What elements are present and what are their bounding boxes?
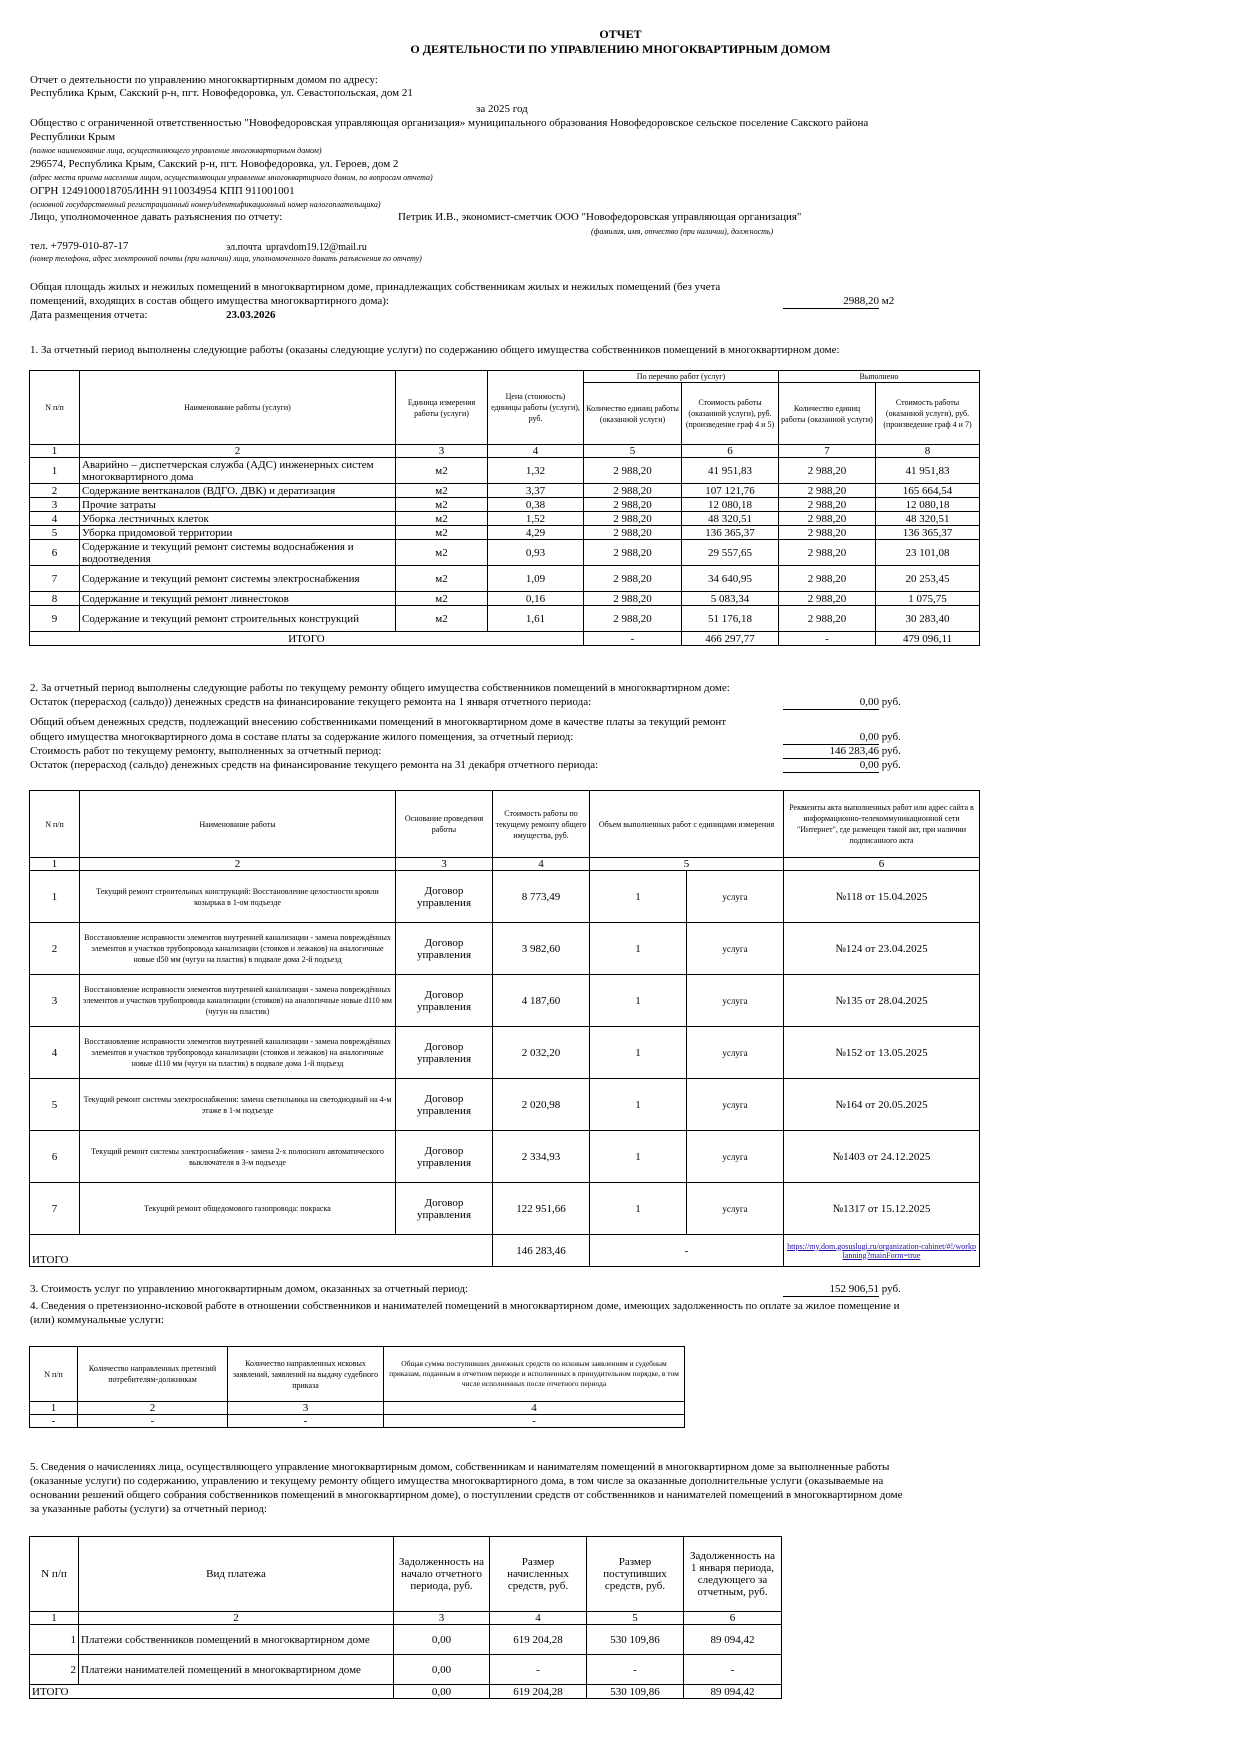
cell-number: 1 [30, 1625, 79, 1655]
cell-cost: 4 187,60 [493, 975, 590, 1027]
cell: 2 988,20 [584, 592, 682, 606]
total-cell: 530 109,86 [587, 1685, 684, 1699]
area-label-line1: Общая площадь жилых и нежилых помещений в многоквартирном доме, принадлежащих собственникам жилых и нежилых помещений (без учета [30, 281, 721, 293]
col-header: Стоимость работы по текущему ремонту общего имущества, руб. [493, 791, 590, 858]
cell-cost: 2 020,98 [493, 1079, 590, 1131]
cell: 0,00 [394, 1655, 490, 1685]
col-header: Стоимость работы (оказанной услуги), руб. (произведение граф 4 и 5) [682, 383, 779, 445]
cell: 20 253,45 [876, 566, 980, 592]
cell-number: 1 [30, 871, 80, 923]
cell-work-name: Содержание и текущий ремонт системы электроснабжения [80, 566, 396, 592]
cell-quantity: 1 [590, 1131, 687, 1183]
col-number: 4 [384, 1402, 685, 1415]
cell: 107 121,76 [682, 484, 779, 498]
cell-work-name: Восстановление исправности элементов внутренней канализации - замена повреждённых элементов и участков трубопровода канализации (стояков и лежаков) на аналогичные новые d50 мм (чугун на пластик) в подвале дома 2-й подъезд [80, 923, 396, 975]
cell-unit: услуга [687, 871, 784, 923]
cell-work-name: Уборка лестничных клеток [80, 512, 396, 526]
col-header: Единица измерения работы (услуги) [396, 371, 488, 445]
total-row [30, 632, 980, 646]
cell: 2 988,20 [584, 498, 682, 512]
col-number: 6 [784, 858, 980, 871]
col-header: Основание проведения работы [396, 791, 493, 858]
col-number: 1 [30, 1402, 78, 1415]
org-name-line2: Республики Крым [30, 131, 116, 143]
cell-number: 2 [30, 1655, 79, 1685]
cell: 2 988,20 [779, 592, 876, 606]
house-address: Республика Крым, Сакский р-н, пгт. Новофедоровка, ул. Севастопольская, дом 21 [30, 87, 413, 99]
cell: 2 988,20 [584, 458, 682, 484]
report-title: ОТЧЕТ [599, 27, 642, 41]
col-number: 5 [590, 858, 784, 871]
cell: 1 [30, 458, 80, 484]
area-value: 2988,20 [783, 295, 879, 309]
cell-quantity: 1 [590, 1079, 687, 1131]
cell: - [490, 1655, 587, 1685]
cell: 48 320,51 [682, 512, 779, 526]
cell-basis: Договор управления [396, 1079, 493, 1131]
balance-start-label: Остаток (перерасход (сальдо)) денежных средств на финансирование текущего ремонта на 1 января отчетного периода: [30, 696, 592, 708]
cell: 2 [30, 484, 80, 498]
col-header: Вид платежа [79, 1537, 394, 1612]
table-row [30, 458, 980, 484]
responsible-person-label: Лицо, уполномоченное давать разъяснения по отчету: [30, 211, 283, 223]
payments-table [29, 1536, 782, 1699]
contact-email[interactable]: upravdom19.12@mail.ru [266, 242, 367, 253]
table-row [30, 1183, 980, 1235]
cell-basis: Договор управления [396, 1131, 493, 1183]
section3-label: 3. Стоимость услуг по управлению многоквартирным домом, оказанных за отчетный период: [30, 1283, 469, 1295]
cell: 0,38 [488, 498, 584, 512]
section5-heading-line: (оказанные услуги) по содержанию, управлению и текущему ремонту общего имущества многоквартирного дома, в том числе за оказанные дополнительные услуги (оказываемые на [30, 1475, 884, 1487]
col-number: 2 [78, 1402, 228, 1415]
total-row [30, 1235, 980, 1267]
cell: 2 988,20 [779, 606, 876, 632]
org-ids-note: (основной государственный регистрационный номер/идентификационный номер налогоплательщика) [30, 200, 381, 209]
cell-cost: 122 951,66 [493, 1183, 590, 1235]
currency: руб. [881, 696, 901, 708]
cell-quantity: 1 [590, 923, 687, 975]
cell-payment-type: Платежи нанимателей помещений в многоквартирном доме [79, 1655, 394, 1685]
cell-work-name: Аварийно – диспетчерская служба (АДС) инженерных систем многоквартирного дома [80, 458, 396, 484]
cell-act: №124 от 23.04.2025 [784, 923, 980, 975]
volume-value: 0,00 [783, 731, 879, 745]
col-number-row [30, 858, 980, 871]
col-header: Наименование работы (услуги) [80, 371, 396, 445]
cell-work-name: Текущий ремонт строительных конструкций: Восстановление целостности кровли козырька в 1-ом подъезде [80, 871, 396, 923]
table-row [30, 1415, 685, 1428]
cell: - [30, 1415, 78, 1428]
cell: - [587, 1655, 684, 1685]
responsible-person: Петрик И.В., экономист-сметчик ООО "Новофедоровская управляющая организация" [398, 211, 802, 223]
cell-number: 7 [30, 1183, 80, 1235]
cell: 34 640,95 [682, 566, 779, 592]
table-row [30, 1625, 782, 1655]
currency: руб. [881, 759, 901, 771]
col-number: 8 [876, 445, 980, 458]
cell: 2 988,20 [584, 566, 682, 592]
cell-basis: Договор управления [396, 923, 493, 975]
group-header-planned: По перечню работ (услуг) [584, 371, 779, 383]
cell-cost: 2 334,93 [493, 1131, 590, 1183]
cell: - [228, 1415, 384, 1428]
cell: м2 [396, 606, 488, 632]
col-number: 2 [80, 858, 396, 871]
management-cost-value: 152 906,51 [783, 1283, 879, 1297]
cell: м2 [396, 566, 488, 592]
cell-basis: Договор управления [396, 1027, 493, 1079]
cell-act: №118 от 15.04.2025 [784, 871, 980, 923]
col-header: Количество направленных исковых заявлений, заявлений на выдачу судебного приказа [228, 1347, 384, 1402]
col-number-row [30, 1402, 685, 1415]
cell: 2 988,20 [584, 526, 682, 540]
publish-date-label: Дата размещения отчета: [30, 309, 148, 321]
cell: 51 176,18 [682, 606, 779, 632]
col-number: 3 [396, 445, 488, 458]
col-number: 3 [228, 1402, 384, 1415]
cell: 136 365,37 [876, 526, 980, 540]
cell-quantity: 1 [590, 975, 687, 1027]
total-cell: 466 297,77 [682, 632, 779, 646]
table-row [30, 1079, 980, 1131]
col-header: Размер начисленных средств, руб. [490, 1537, 587, 1612]
cell-number: 5 [30, 1079, 80, 1131]
cell-cost: 3 982,60 [493, 923, 590, 975]
col-header: Стоимость работы (оказанной услуги), руб. (произведение граф 4 и 7) [876, 383, 980, 445]
cell: 619 204,28 [490, 1625, 587, 1655]
balance-start-value: 0,00 [783, 696, 879, 710]
col-number: 4 [488, 445, 584, 458]
repair-cost-value: 146 283,46 [783, 745, 879, 759]
cell-quantity: 1 [590, 1183, 687, 1235]
table-row [30, 871, 980, 923]
cell-quantity: 1 [590, 871, 687, 923]
org-name-note: (полное наименование лица, осуществляющего управление многоквартирным домом) [30, 146, 322, 155]
cell: м2 [396, 512, 488, 526]
cell: 1,61 [488, 606, 584, 632]
cell: 1,52 [488, 512, 584, 526]
col-header: Количество направленных претензий потребителям-должникам [78, 1347, 228, 1402]
col-header: Количество единиц работы (оказанной услуги) [584, 383, 682, 445]
cell-work-name: Текущий ремонт общедомового газопровода: покраска [80, 1183, 396, 1235]
responsible-person-note: (фамилия, имя, отчество (при наличии), должность) [591, 227, 774, 236]
cell-work-name: Содержание вентканалов (ВДГО. ДВК) и дератизация [80, 484, 396, 498]
cell-act: №152 от 13.05.2025 [784, 1027, 980, 1079]
volume-label-line1: Общий объем денежных средств, подлежащий внесению собственниками помещений в многоквартирном доме в качестве платы за текущий ремонт [30, 716, 727, 728]
cell: 6 [30, 540, 80, 566]
cell: 136 365,37 [682, 526, 779, 540]
cell: 165 664,54 [876, 484, 980, 498]
cell-work-name: Уборка придомовой территории [80, 526, 396, 540]
col-number: 3 [396, 858, 493, 871]
cell: 530 109,86 [587, 1625, 684, 1655]
cell: 2 988,20 [779, 566, 876, 592]
col-number: 5 [587, 1612, 684, 1625]
table-row [30, 606, 980, 632]
contact-phone: тел. +7979-010-87-17 [30, 240, 129, 252]
cell-number: 2 [30, 923, 80, 975]
cell-number: 3 [30, 975, 80, 1027]
org-ids: ОГРН 1249100018705/ИНН 9110034954 КПП 911001001 [30, 185, 295, 197]
col-header: Задолженность на начало отчетного периода, руб. [394, 1537, 490, 1612]
table-row [30, 566, 980, 592]
total-cell: 89 094,42 [684, 1685, 782, 1699]
cell-unit: услуга [687, 1079, 784, 1131]
cell: 41 951,83 [682, 458, 779, 484]
table-row [30, 923, 980, 975]
col-header: Размер поступивших средств, руб. [587, 1537, 684, 1612]
report-subtitle: О ДЕЯТЕЛЬНОСТИ ПО УПРАВЛЕНИЮ МНОГОКВАРТИРНЫМ ДОМОМ [410, 42, 831, 56]
cell: 2 988,20 [584, 540, 682, 566]
cell: 48 320,51 [876, 512, 980, 526]
cell: м2 [396, 526, 488, 540]
cell-unit: услуга [687, 1027, 784, 1079]
cell-work-name: Содержание и текущий ремонт ливнестоков [80, 592, 396, 606]
cell: 3,37 [488, 484, 584, 498]
contact-note: (номер телефона, адрес электронной почты (при наличии) лица, уполномоченного давать разъяснения по отчету) [30, 254, 422, 263]
cell: 5 [30, 526, 80, 540]
table-row [30, 498, 980, 512]
maintenance-table [29, 370, 980, 646]
cell-number: 4 [30, 1027, 80, 1079]
cell: 7 [30, 566, 80, 592]
col-header: Объем выполненных работ с единицами измерения [590, 791, 784, 858]
col-header: Наименование работы [80, 791, 396, 858]
cell: - [78, 1415, 228, 1428]
cell: - [684, 1655, 782, 1685]
group-header-done: Выполнено [779, 371, 980, 383]
cell: 89 094,42 [684, 1625, 782, 1655]
total-cell: - [584, 632, 682, 646]
cell-unit: услуга [687, 1131, 784, 1183]
cell: 29 557,65 [682, 540, 779, 566]
cell: 4,29 [488, 526, 584, 540]
cell-basis: Договор управления [396, 871, 493, 923]
cell-basis: Договор управления [396, 975, 493, 1027]
cell-cost: 8 773,49 [493, 871, 590, 923]
cell: м2 [396, 458, 488, 484]
cell: 2 988,20 [779, 458, 876, 484]
cell-act: №164 от 20.05.2025 [784, 1079, 980, 1131]
section5-heading-line: за указанные работы (услуги) за отчетный период: [30, 1503, 267, 1515]
cell-quantity: 1 [590, 1027, 687, 1079]
col-number: 1 [30, 1612, 79, 1625]
cell-unit: услуга [687, 923, 784, 975]
claims-table [29, 1346, 685, 1428]
cell: м2 [396, 498, 488, 512]
total-label: ИТОГО [30, 1685, 394, 1699]
section4-heading-line1: 4. Сведения о претензионно-исковой работе в отношении собственников и нанимателей помещений в многоквартирном доме, имеющих задолженность по оплате за жилое помещение и [30, 1300, 900, 1312]
total-row [30, 1685, 782, 1699]
cell: 1,09 [488, 566, 584, 592]
cell: 2 988,20 [779, 498, 876, 512]
col-number: 4 [490, 1612, 587, 1625]
col-number: 2 [79, 1612, 394, 1625]
total-cell: 619 204,28 [490, 1685, 587, 1699]
col-number: 5 [584, 445, 682, 458]
balance-end-label: Остаток (перерасход (сальдо) денежных средств на финансирование текущего ремонта на 31 декабря отчетного периода: [30, 759, 599, 771]
table-row [30, 540, 980, 566]
org-name-line1: Общество с ограниченной ответственностью "Новофедоровская управляющая организация» муниципального образования Новофедоровское сельское поселение Сакского района [30, 117, 869, 129]
cell: 2 988,20 [584, 606, 682, 632]
cell: 30 283,40 [876, 606, 980, 632]
cell-act: №1317 от 15.12.2025 [784, 1183, 980, 1235]
table-row [30, 1131, 980, 1183]
col-number: 4 [493, 858, 590, 871]
col-number: 3 [394, 1612, 490, 1625]
col-number: 6 [682, 445, 779, 458]
cell-payment-type: Платежи собственников помещений в многоквартирном доме [79, 1625, 394, 1655]
cell-number: 6 [30, 1131, 80, 1183]
currency: руб. [881, 1283, 901, 1295]
total-cost: 146 283,46 [493, 1235, 590, 1267]
reception-note: (адрес места приема населения лицом, осуществляющим управление многоквартирного домом, по вопросам отчета) [30, 173, 433, 182]
total-cell: - [779, 632, 876, 646]
cell: 2 988,20 [584, 484, 682, 498]
cell-work-name: Содержание и текущий ремонт строительных конструкций [80, 606, 396, 632]
cell-act: №135 от 28.04.2025 [784, 975, 980, 1027]
col-number-row [30, 445, 980, 458]
section4-heading-line2: (или) коммунальные услуги: [30, 1314, 164, 1326]
table-row [30, 526, 980, 540]
cell-work-name: Прочие затраты [80, 498, 396, 512]
cell: 2 988,20 [584, 512, 682, 526]
cell-unit: услуга [687, 975, 784, 1027]
total-volume: - [590, 1235, 784, 1267]
col-header: Количество единиц работы (оказанной услуги) [779, 383, 876, 445]
cell: 0,00 [394, 1625, 490, 1655]
cell-act: №1403 от 24.12.2025 [784, 1131, 980, 1183]
section5-heading-line: основании решений общего собрания собственников помещений в многоквартирном доме), о поступлении средств от собственников и нанимателей помещений в многоквартирном доме [30, 1489, 903, 1501]
cell: - [384, 1415, 685, 1428]
cell: 12 080,18 [876, 498, 980, 512]
section1-heading: 1. За отчетный период выполнены следующие работы (оказаны следующие услуги) по содержанию общего имущества собственников помещений в многоквартирном доме: [30, 344, 840, 356]
volume-label-line2: общего имущества многоквартирного дома в составе платы за содержание жилого помещения, за отчетный период: [30, 731, 574, 743]
col-number-row [30, 1612, 782, 1625]
col-header: N п/п [30, 791, 80, 858]
col-header: Задолженность на 1 января периода, следующего за отчетным, руб. [684, 1537, 782, 1612]
cell-cost: 2 032,20 [493, 1027, 590, 1079]
area-unit: м2 [881, 295, 895, 307]
table-row [30, 512, 980, 526]
col-header: N п/п [30, 1347, 78, 1402]
total-label: ИТОГО [30, 1235, 493, 1267]
cell: 1,32 [488, 458, 584, 484]
repair-table [29, 790, 980, 1267]
col-header: Общая сумма поступивших денежных средств по исковым заявлениям и судебным приказам, поданным в отчетном периоде и исполненных в принудительном порядке, в том числе исполненных после отчетного периода [384, 1347, 685, 1402]
table-row [30, 592, 980, 606]
cell: 3 [30, 498, 80, 512]
section5-heading-line: 5. Сведения о начислениях лица, осуществляющего управление многоквартирным домом, собственникам и нанимателям помещений в многоквартирном доме за выполненные работы [30, 1461, 890, 1473]
table-row [30, 975, 980, 1027]
cell: 12 080,18 [682, 498, 779, 512]
col-number: 1 [30, 445, 80, 458]
email-label: эл.почта [226, 242, 262, 253]
cell-work-name: Содержание и текущий ремонт системы водоснабжения и водоотведения [80, 540, 396, 566]
cell: 2 988,20 [779, 484, 876, 498]
gis-link[interactable]: https://my.dom.gosuslugi.ru/organization-cabinet/#!/workplanning?mainForm=true [787, 1241, 976, 1260]
total-label: ИТОГО [30, 632, 584, 646]
currency: руб. [881, 731, 901, 743]
cell: 8 [30, 592, 80, 606]
cell: 23 101,08 [876, 540, 980, 566]
table-row [30, 1027, 980, 1079]
col-header: Цена (стоимость) единицы работы (услуги), руб. [488, 371, 584, 445]
total-cell: 0,00 [394, 1685, 490, 1699]
cell-work-name: Восстановление исправности элементов внутренней канализации - замена повреждённых элементов и участков трубопровода канализации (стояков) на аналогичные новые d110 мм (чугун на пластик) [80, 975, 396, 1027]
cell: 0,16 [488, 592, 584, 606]
cell-work-name: Текущий ремонт системы электроснабжения - замена 2-х полюсного автоматического выключателя в 3-м подъезде [80, 1131, 396, 1183]
cell: м2 [396, 592, 488, 606]
col-number: 7 [779, 445, 876, 458]
cell: м2 [396, 484, 488, 498]
cell: 41 951,83 [876, 458, 980, 484]
cell: 2 988,20 [779, 512, 876, 526]
col-number: 2 [80, 445, 396, 458]
report-period: за 2025 год [476, 103, 528, 115]
cell: 2 988,20 [779, 526, 876, 540]
cell-unit: услуга [687, 1183, 784, 1235]
balance-end-value: 0,00 [783, 759, 879, 773]
col-header: N п/п [30, 371, 80, 445]
section2-heading: 2. За отчетный период выполнены следующие работы по текущему ремонту общего имущества собственников помещений в многоквартирном доме: [30, 682, 730, 694]
publish-date: 23.03.2026 [226, 309, 276, 321]
cell: 1 075,75 [876, 592, 980, 606]
cell: 2 988,20 [779, 540, 876, 566]
cell: м2 [396, 540, 488, 566]
area-label-line2: помещений, входящих в состав общего имущества многоквартирного дома): [30, 295, 389, 307]
reception-address: 296574, Республика Крым, Сакский р-н, пгт. Новофедоровка, ул. Героев, дом 2 [30, 158, 399, 170]
cell: 9 [30, 606, 80, 632]
table-row [30, 1655, 782, 1685]
col-header: Реквизиты акта выполненных работ или адрес сайта в информационно-телекоммуникационной сети "Интернет", где размещен такой акт, при наличии подписанного акта [784, 791, 980, 858]
address-intro: Отчет о деятельности по управлению многоквартирным домом по адресу: [30, 74, 378, 86]
col-number: 1 [30, 858, 80, 871]
cell: 4 [30, 512, 80, 526]
col-header: N п/п [30, 1537, 79, 1612]
cell-work-name: Текущий ремонт системы электроснабжения: замена светильника на светодиодный на 4-м этаже в 1-м подъезде [80, 1079, 396, 1131]
col-number: 6 [684, 1612, 782, 1625]
cell: 5 083,34 [682, 592, 779, 606]
table-row [30, 484, 980, 498]
cell-basis: Договор управления [396, 1183, 493, 1235]
cell-work-name: Восстановление исправности элементов внутренней канализации - замена повреждённых элементов и участков трубопровода канализации (стояков и лежаков) на аналогичные новые d110 мм (чугун на пластик) в подвале дома 1-й подъезд [80, 1027, 396, 1079]
currency: руб. [881, 745, 901, 757]
total-cell: 479 096,11 [876, 632, 980, 646]
cell: 0,93 [488, 540, 584, 566]
repair-cost-label: Стоимость работ по текущему ремонту, выполненных за отчетный период: [30, 745, 382, 757]
